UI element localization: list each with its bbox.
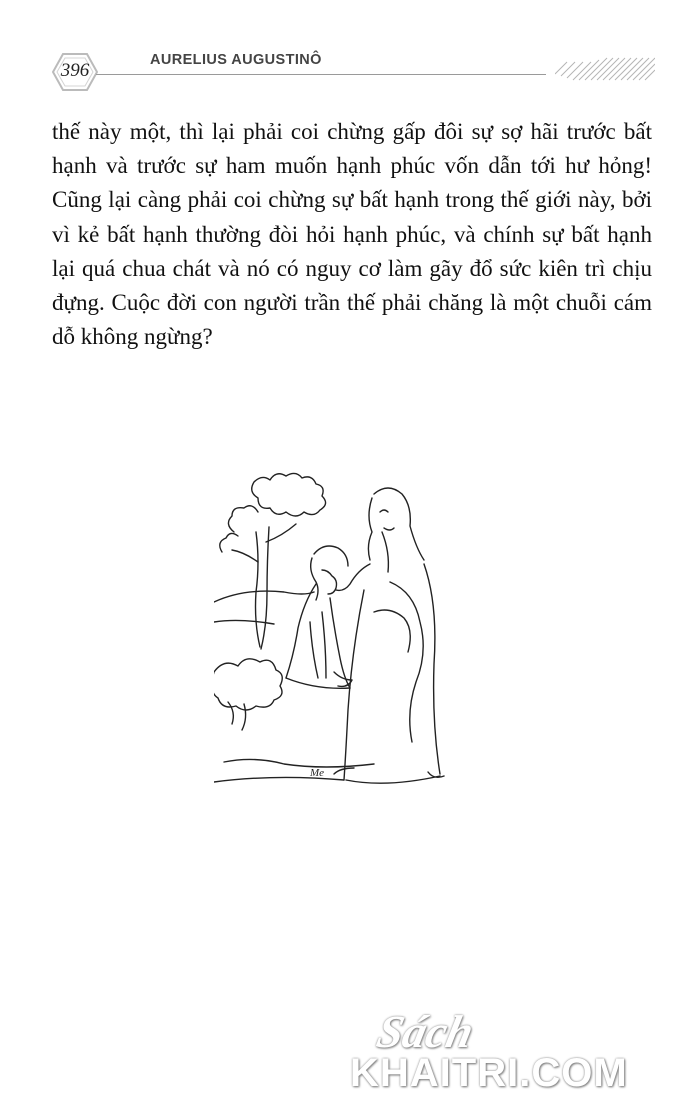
watermark-text: KHAITRI.COM [350, 1051, 628, 1095]
artist-signature: Me [310, 767, 325, 779]
watermark [350, 1005, 690, 1115]
header-rule [96, 74, 546, 75]
page-header [0, 40, 700, 100]
running-head: AURELIUS AUGUSTINÔ [150, 52, 322, 68]
body-paragraph: thế này một, thì lại phải coi chừng gấp đôi sự sợ hãi trước bất hạnh và trước sự ham muốn hạnh phúc vốn dẫn tới hư hỏng! Cũng lại càng phải coi chừng sự bất hạnh trong thế giới này, bởi vì kẻ bất hạnh thường đòi hỏi hạnh phúc, và chính sự bất hạnh lại quá chua chát và nó có nguy cơ làm gãy đổ sức kiên trì chịu đựng. Cuộc đời con người trần thế phải chăng là một chuỗi cám dỗ không ngừng? [52, 119, 652, 350]
line-art-illustration [214, 472, 464, 797]
page-number: 396 [60, 60, 90, 81]
hatch-decoration [555, 54, 655, 82]
watermark-script: Sách [372, 1006, 479, 1057]
